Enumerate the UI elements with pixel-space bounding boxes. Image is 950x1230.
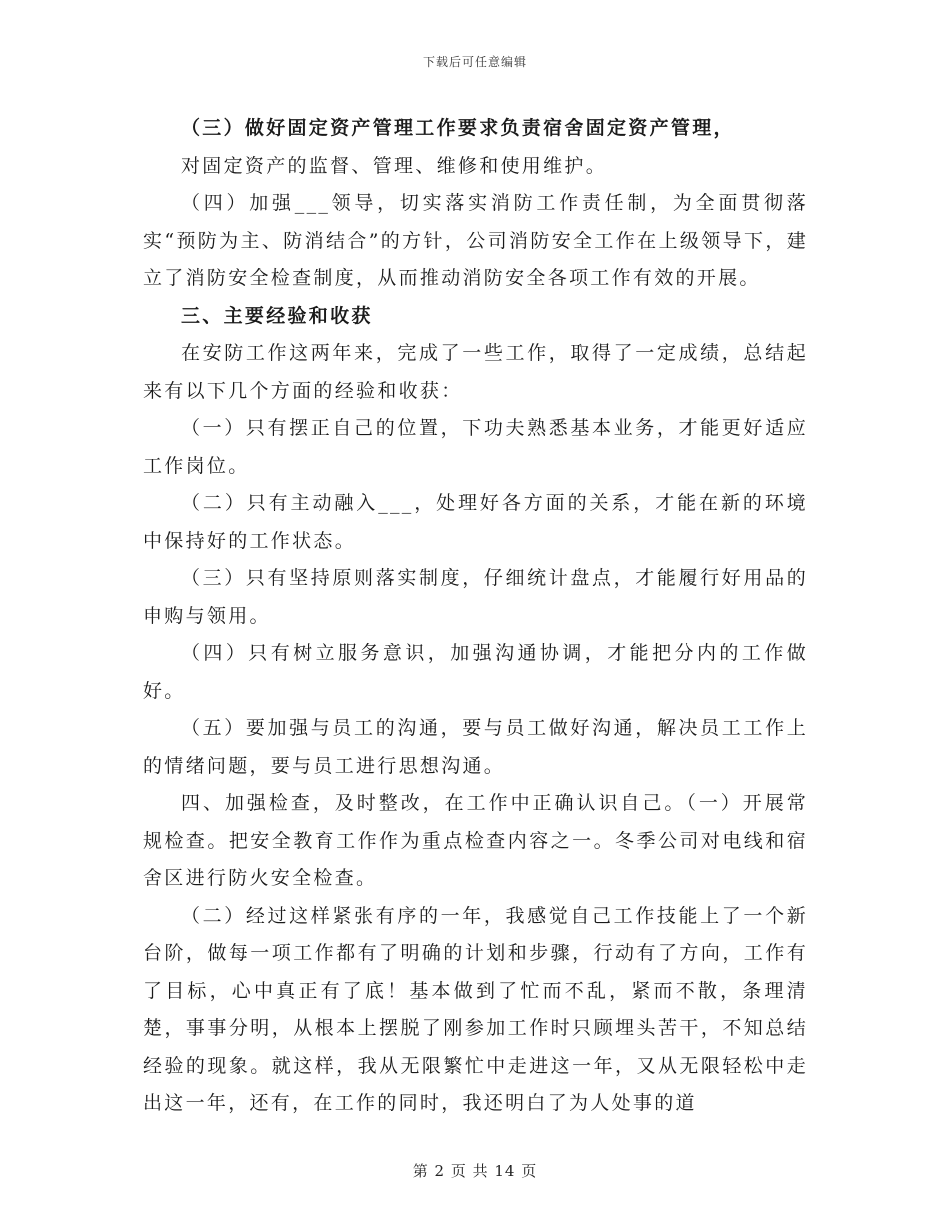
paragraph-year-summary: （二）经过这样紧张有序的一年，我感觉自己工作技能上了一个新台阶，做每一项工作都有了明确的计划和步骤，行动有了方向，工作有了目标，心中真正有了底！基本做到了忙而不乱，紧而不散，条理清楚，事事分明，从根本上摆脱了刚参加工作时只顾埋头苦干，不知总结经验的现象。就这样，我从无限繁忙中走进这一年，又从无限轻松中走出这一年，还有，在工作的同时，我还明白了为人处事的道 [143,904,808,1114]
paragraph-fixed-assets-detail: 对固定资产的监督、管理、维修和使用维护。 [181,154,608,177]
paragraph-experience-5: （五）要加强与员工的沟通，要与员工做好沟通，解决员工工作上的情绪问题，要与员工进行思想沟通。 [143,717,808,777]
paragraph-inspection: 四、加强检查，及时整改，在工作中正确认识自己。（一）开展常规检查。把安全教育工作作为重点检查内容之一。冬季公司对电线和宿舍区进行防火安全检查。 [143,792,808,889]
paragraph-fire-safety: （四）加强___领导，切实落实消防工作责任制，为全面贯彻落实“预防为主、防消结合”的方针，公司消防安全工作在上级领导下，建立了消防安全检查制度，从而推动消防安全各项工作有效的开展。 [143,192,808,289]
paragraph-experience-1: （一）只有摆正自己的位置，下功夫熟悉基本业务，才能更好适应工作岗位。 [143,417,808,477]
paragraph-experience-intro: 在安防工作这两年来，完成了一些工作，取得了一定成绩，总结起来有以下几个方面的经验和收获： [143,342,808,402]
document-body [143,110,808,1123]
section-heading-experience: 三、主要经验和收获 [181,304,373,327]
paragraph-fixed-assets-heading: （三）做好固定资产管理工作要求负责宿舍固定资产管理， [181,117,735,139]
paragraph-experience-3: （三）只有坚持原则落实制度，仔细统计盘点，才能履行好用品的申购与领用。 [143,567,808,627]
paragraph-experience-4: （四）只有树立服务意识，加强沟通协调，才能把分内的工作做好。 [143,642,808,702]
paragraph-experience-2: （二）只有主动融入___，处理好各方面的关系，才能在新的环境中保持好的工作状态。 [143,492,808,552]
header-note: 下载后可任意编辑 [422,55,527,69]
page-number: 第 2 页 共 14 页 [412,1162,538,1180]
